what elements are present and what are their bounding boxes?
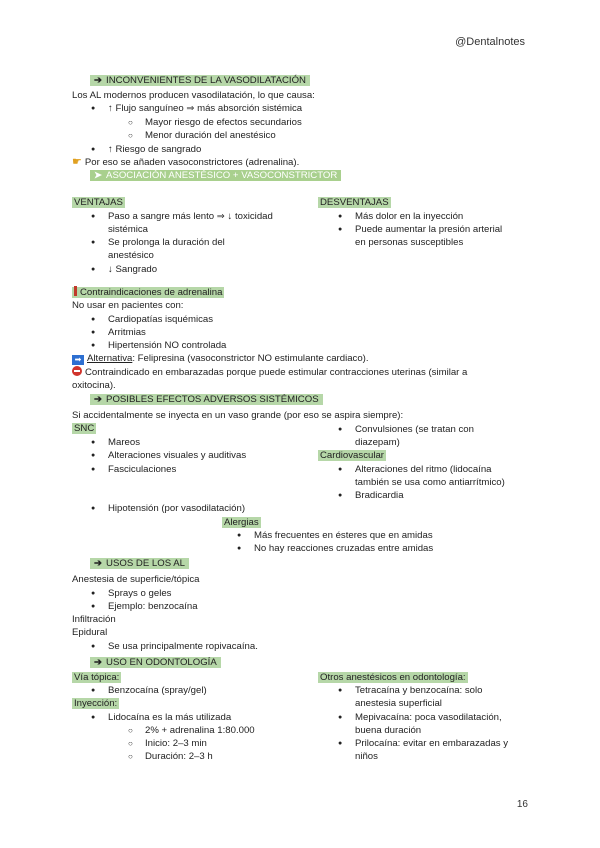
list-item: ● Alteraciones del ritmo (lidocaína: [355, 463, 492, 476]
list-item: ● Más frecuentes en ésteres que en amidas: [254, 529, 433, 542]
list-item: ● No hay reacciones cruzadas entre amidas: [254, 542, 433, 555]
list-item: ● Alteraciones visuales y auditivas: [108, 449, 246, 462]
list-item: ● ↑ Flujo sanguíneo ⇒ más absorción sistémica: [108, 102, 302, 115]
list-item: ● Cardiopatías isquémicas: [108, 313, 213, 326]
author-handle: @Dentalnotes: [455, 36, 525, 48]
list-item: ● Mareos: [108, 436, 140, 449]
list-item: ○ 2% + adrenalina 1:80.000: [145, 724, 255, 737]
list-item: ● Puede aumentar la presión arterial: [355, 223, 502, 236]
list-item: ● Tetracaína y benzocaína: solo: [355, 684, 482, 697]
list-item-cont: también se usa como antiarrítmico): [355, 477, 505, 488]
warning-note: Contraindicado en embarazadas porque puede estimular contracciones uterinas (similar a: [72, 366, 467, 379]
note: ☛ Por eso se añaden vasoconstrictores (adrenalina).: [72, 156, 300, 168]
list-item: ● Paso a sangre más lento ⇒ ↓ toxicidad: [108, 210, 273, 223]
arrow-right-icon: ➔: [94, 558, 103, 569]
list-item: ● Benzocaína (spray/gel): [108, 684, 207, 697]
usos-item: Anestesia de superficie/tópica: [72, 574, 200, 585]
list-item: ● ↑ Riesgo de sangrado: [108, 143, 201, 156]
list-item: ● Lidocaína es la más utilizada: [108, 711, 231, 724]
arrow-right-icon: ➤: [94, 170, 103, 181]
list-item: ● Fasciculaciones: [108, 463, 176, 476]
usos-item: Epidural: [72, 627, 108, 638]
pointing-hand-icon: ☛: [72, 156, 82, 168]
alergias-heading: Alergias: [224, 517, 259, 528]
list-item: ○ Mayor riesgo de efectos secundarios: [145, 116, 302, 129]
cardiovascular-heading: Cardiovascular: [320, 450, 384, 461]
list-item: ● Hipotensión (por vasodilatación): [108, 502, 245, 515]
desventajas-heading: DESVENTAJAS: [320, 197, 389, 208]
warning-note-cont: oxitocina).: [72, 380, 116, 391]
list-item-cont: en personas susceptibles: [355, 237, 464, 248]
otros-heading: Otros anestésicos en odontología:: [320, 672, 466, 683]
via-topica-heading: Vía tópica:: [74, 672, 120, 683]
list-item: ● Más dolor en la inyección: [355, 210, 463, 223]
list-item-cont: sistémica: [108, 224, 148, 235]
contraindicaciones-heading: Contraindicaciones de adrenalina: [72, 286, 224, 299]
arrow-right-icon: ➔: [94, 75, 103, 86]
list-item: ● Hipertensión NO controlada: [108, 339, 226, 352]
list-item-cont: diazepam): [355, 437, 400, 448]
section-title-usos: ➔ USOS DE LOS AL: [90, 557, 189, 570]
section-title-vasodilatacion: ➔ INCONVENIENTES DE LA VASODILATACIÓN: [90, 74, 310, 87]
list-item: ● Bradicardia: [355, 489, 404, 502]
section-title-efectos: ➔ POSIBLES EFECTOS ADVERSOS SISTÉMICOS: [90, 393, 323, 406]
red-bar-icon: [74, 286, 77, 296]
arrow-right-icon: ➔: [94, 394, 103, 405]
list-item: ● ↓ Sangrado: [108, 263, 157, 276]
list-item: ● Se prolonga la duración del: [108, 236, 225, 249]
list-item: ● Ejemplo: benzocaína: [108, 600, 198, 613]
no-entry-icon: [72, 366, 82, 376]
list-item: ○ Duración: 2–3 h: [145, 750, 213, 763]
list-item: ● Se usa principalmente ropivacaína.: [108, 640, 258, 653]
list-item-cont: buena duración: [355, 725, 422, 736]
page-number: 16: [516, 799, 528, 810]
section-title-odontologia: ➔ USO EN ODONTOLOGÍA: [90, 656, 221, 669]
paragraph: Si accidentalmente se inyecta en un vaso grande (por eso se aspira siempre):: [72, 410, 404, 421]
list-item-cont: anestesia superficial: [355, 698, 442, 709]
alternative-note: ➡ Alternativa: Felipresina (vasoconstrictor NO estimulante cardiaco).: [72, 352, 369, 365]
arrow-right-icon: ➔: [94, 657, 103, 668]
ventajas-heading: VENTAJAS: [74, 197, 123, 208]
right-arrow-box-icon: ➡: [72, 355, 84, 365]
usos-item: Infiltración: [72, 614, 116, 625]
inyeccion-heading: Inyección:: [74, 698, 118, 709]
list-item: ● Sprays o geles: [108, 587, 171, 600]
paragraph: Los AL modernos producen vasodilatación, lo que causa:: [72, 90, 315, 101]
section-title-asociacion: ➤ ASOCIACIÓN ANESTÉSICO + VASOCONSTRICTOR: [90, 169, 341, 182]
snc-heading: SNC: [74, 423, 95, 434]
list-item: ○ Inicio: 2–3 min: [145, 737, 207, 750]
list-item: ● Convulsiones (se tratan con: [355, 423, 474, 436]
list-item: ● Prilocaína: evitar en embarazadas y: [355, 737, 508, 750]
list-item: ○ Menor duración del anestésico: [145, 129, 276, 142]
list-item: ● Arritmias: [108, 326, 146, 339]
list-item: ● Mepivacaína: poca vasodilatación,: [355, 711, 502, 724]
list-item-cont: anestésico: [108, 250, 154, 261]
list-item-cont: niños: [355, 751, 378, 762]
paragraph: No usar en pacientes con:: [72, 300, 184, 311]
